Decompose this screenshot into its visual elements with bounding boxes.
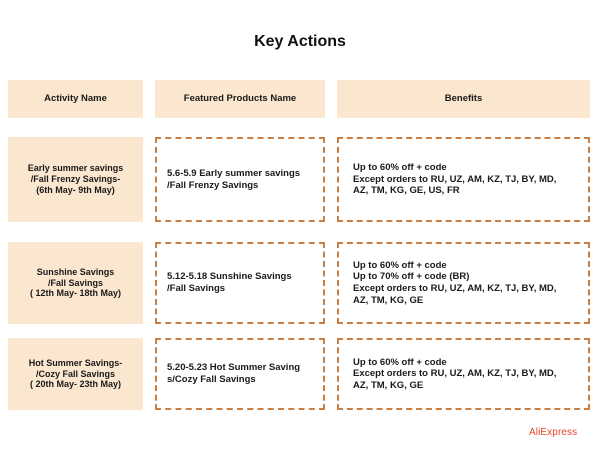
- activity-name-line: (6th May- 9th May): [36, 184, 115, 195]
- activity-name-line: ( 20th May- 23th May): [29, 379, 122, 390]
- featured-products-cell: [155, 338, 325, 410]
- featured-products-line: 5.6-5.9 Early summer savings: [167, 167, 301, 179]
- header-benefits: [337, 80, 590, 118]
- activity-name-line: Sunshine Savings: [36, 266, 115, 277]
- benefits-line: Except orders to RU, UZ, AM, KZ, TJ, BY, MD,: [353, 368, 557, 380]
- activity-name-line: /Fall Frenzy Savings-: [30, 174, 121, 185]
- header-activity-name: [8, 80, 143, 118]
- activity-name-line: /Cozy Fall Savings: [35, 368, 116, 379]
- activity-name-line: Early summer savings: [27, 163, 124, 174]
- activity-name-cell: [8, 242, 143, 324]
- page-title: Key Actions: [254, 33, 346, 50]
- featured-products-line: s/Cozy Fall Savings: [167, 374, 256, 385]
- header-featured-products-label: Featured Products Name: [183, 93, 297, 105]
- benefits-cell: [337, 242, 590, 324]
- activity-name-cell: [8, 338, 143, 410]
- benefits-line: Up to 60% off + code: [353, 356, 447, 368]
- featured-products-line: /Fall Savings: [167, 283, 226, 294]
- activity-name-line: /Fall Savings: [47, 277, 104, 288]
- header-benefits-label: Benefits: [444, 93, 483, 105]
- featured-products-cell: [155, 137, 325, 222]
- benefits-line: Up to 60% off + code: [353, 162, 447, 174]
- aliexpress-logo: AliExpress: [529, 427, 578, 438]
- benefits-line: AZ, TM, KG, GE: [353, 379, 424, 391]
- benefits-line: Up to 60% off + code: [353, 259, 447, 271]
- header-featured-products: [155, 80, 325, 118]
- featured-products-line: /Fall Frenzy Savings: [167, 179, 259, 191]
- benefits-line: Except orders to RU, UZ, AM, KZ, TJ, BY, MD,: [353, 283, 557, 294]
- header-activity-name-label: Activity Name: [44, 93, 107, 105]
- benefits-line: AZ, TM, KG, GE: [353, 294, 424, 306]
- activity-name-cell: [8, 137, 143, 222]
- benefits-line: Except orders to RU, UZ, AM, KZ, TJ, BY, MD,: [353, 173, 557, 185]
- featured-products-line: 5.20-5.23 Hot Summer Saving: [167, 362, 301, 374]
- benefits-cell: [337, 338, 590, 410]
- featured-products-cell: [155, 242, 325, 324]
- activity-name-line: ( 12th May- 18th May): [29, 288, 122, 299]
- activity-name-line: Hot Summer Savings-: [28, 357, 123, 368]
- featured-products-line: 5.12-5.18 Sunshine Savings: [167, 271, 292, 283]
- benefits-line: Up to 70% off + code (BR): [353, 271, 470, 283]
- benefits-line: AZ, TM, KG, GE, US, FR: [353, 185, 460, 197]
- benefits-cell: [337, 137, 590, 222]
